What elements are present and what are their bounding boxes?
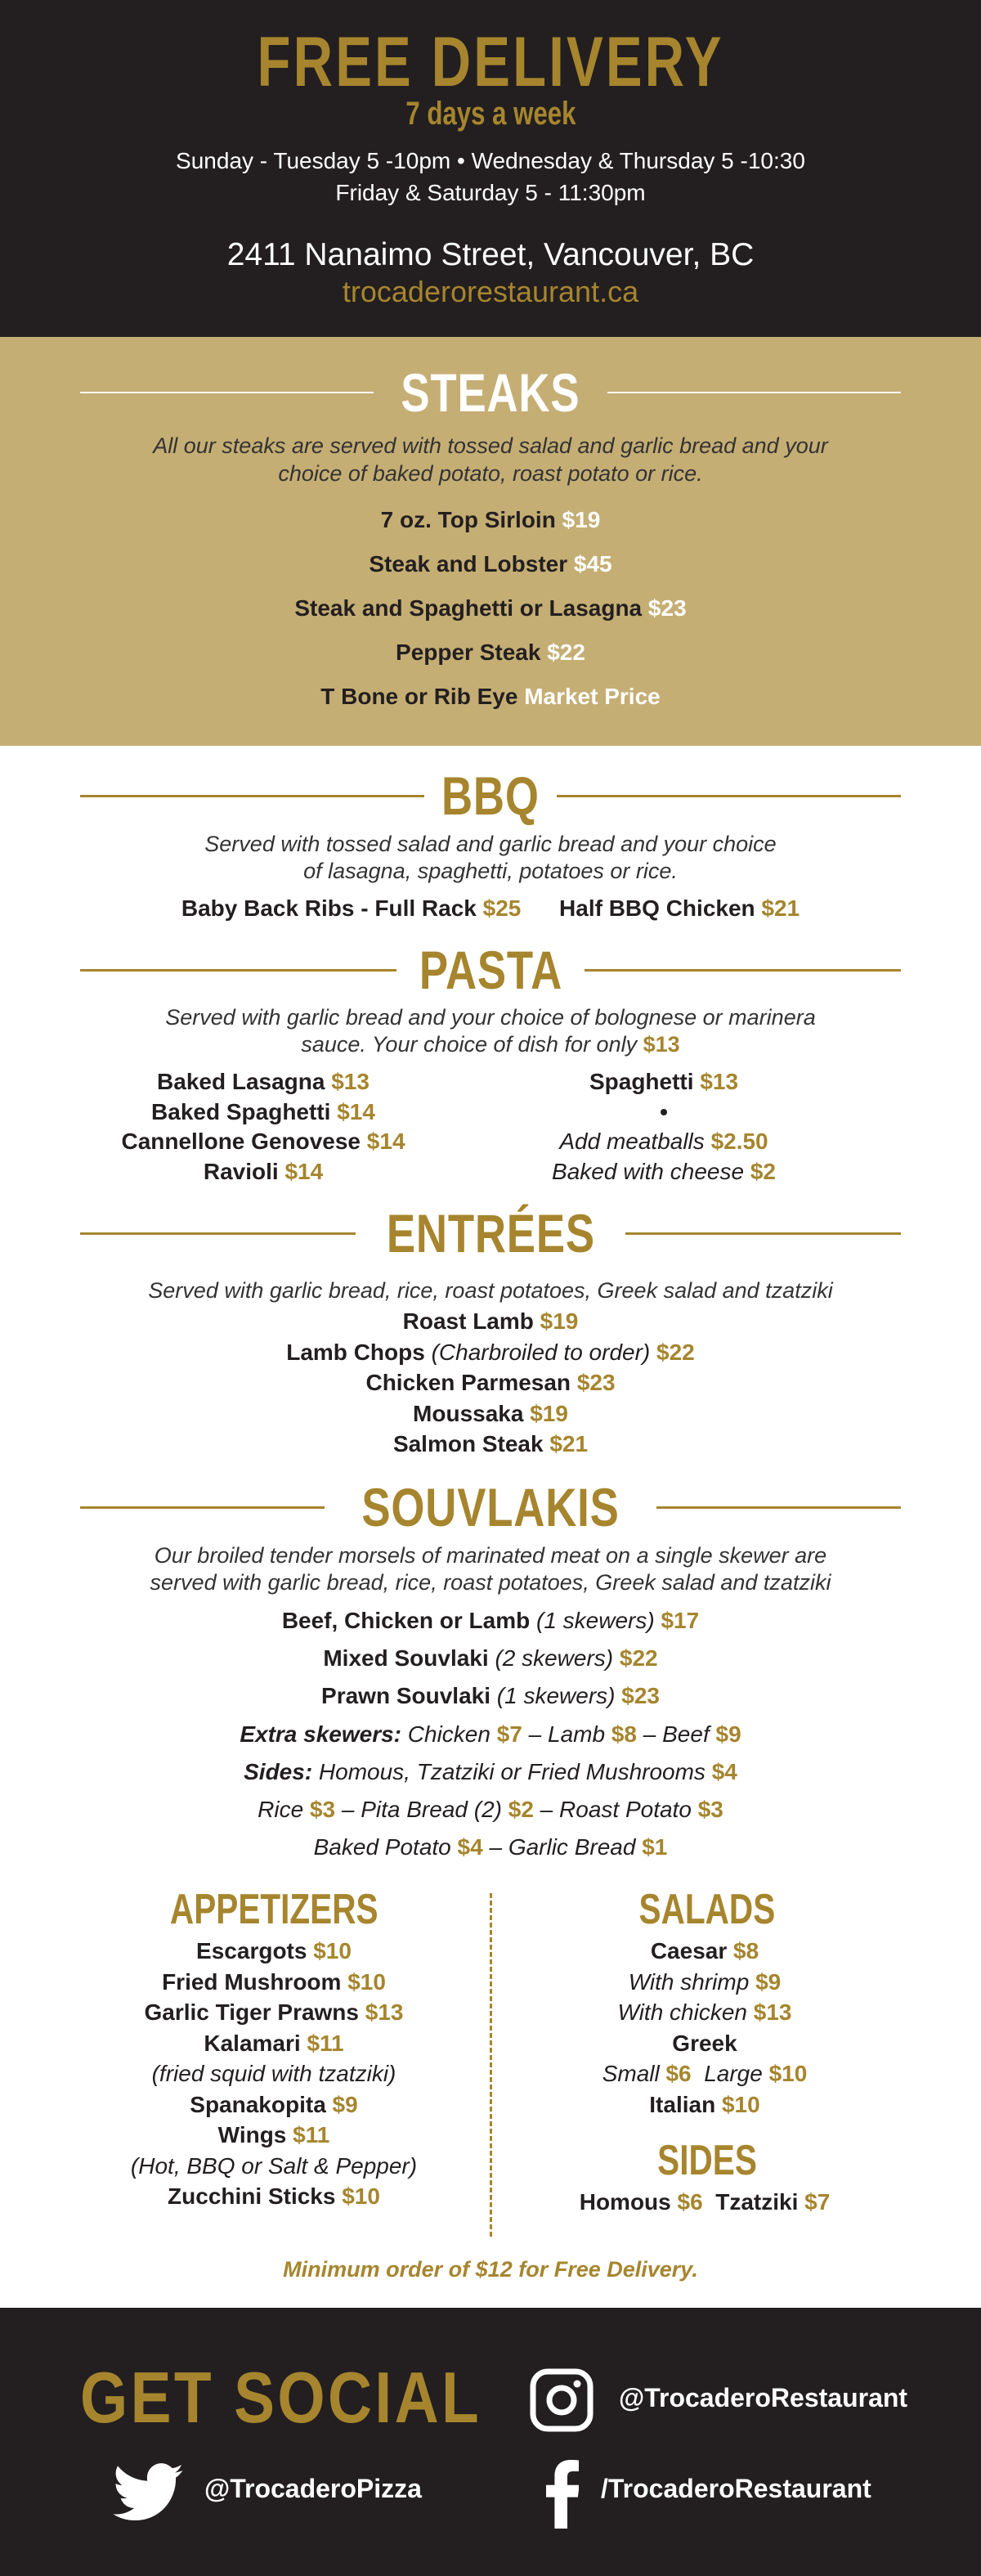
item-name: 7 oz. Top Sirloin	[380, 507, 562, 532]
item-name: Fried Mushroom	[162, 1968, 348, 1995]
menu-item	[513, 2061, 897, 2087]
divider-line	[585, 969, 901, 972]
price: $8	[733, 1938, 759, 1963]
section-title-entrees: ENTRÉES	[386, 1203, 595, 1263]
price: $7	[804, 2189, 831, 2215]
price: $14	[337, 1098, 375, 1124]
address: 2411 Nanaimo Street, Vancouver, BC	[226, 237, 755, 272]
item-note: (2 skewers)	[495, 1645, 620, 1672]
item-name: Spaghetti	[589, 1069, 701, 1094]
divider-line	[656, 1506, 901, 1509]
section-desc: Served with garlic bread and your choice of bolognese or marinera	[165, 1005, 816, 1030]
item-name: Prawn Souvlaki	[321, 1683, 497, 1709]
item-note: – Pita Bread (2)	[335, 1797, 508, 1822]
menu-item	[82, 1797, 899, 1823]
item-note: – Garlic Bread	[482, 1834, 643, 1860]
menu-item	[82, 1645, 899, 1672]
menu-item	[82, 1431, 899, 1457]
facebook-handle[interactable]: /TrocaderoRestaurant	[601, 2474, 871, 2503]
menu-item	[82, 1938, 466, 1964]
column-divider	[490, 1893, 492, 2237]
item-note: Baked Potato	[313, 1834, 458, 1860]
menu-item	[82, 1834, 899, 1860]
menu-item	[82, 1969, 466, 1995]
price: $9	[715, 1721, 741, 1747]
menu-item	[82, 595, 899, 622]
price: $22	[547, 640, 585, 665]
section-desc: All our steaks are served with tossed salad and garlic bread and your	[153, 433, 828, 458]
item-name: Cannellone Genovese	[121, 1129, 367, 1154]
item-note: (1 skewers)	[536, 1608, 661, 1633]
price: $13	[331, 1069, 370, 1094]
menu-item	[82, 1340, 899, 1366]
price: $4	[711, 1758, 737, 1784]
menu-item	[82, 2122, 466, 2148]
item-note: (fried squid with tzatziki)	[151, 2061, 396, 2086]
delivery-header	[0, 0, 981, 337]
item-note: Large	[691, 2061, 769, 2086]
price: $9	[755, 1968, 782, 1995]
hours-line-2: Friday & Saturday 5 - 11:30pm	[335, 180, 646, 205]
menu-item	[82, 1683, 899, 1709]
item-name: Mixed Souvlaki	[323, 1645, 495, 1672]
menu-item	[513, 2031, 897, 2057]
menu-item	[82, 2031, 466, 2057]
item-name: Beef, Chicken or Lamb	[281, 1608, 536, 1633]
menu-item	[82, 640, 899, 666]
section-title: STEAKS	[401, 362, 580, 423]
section-desc: Served with tossed salad and garlic bread and your choice	[204, 832, 777, 856]
price: $13	[365, 1999, 404, 2025]
section-desc: Served with garlic bread, rice, roast potatoes, Greek salad and tzatziki	[148, 1278, 833, 1303]
delivery-title: FREE DELIVERY	[257, 23, 724, 101]
divider-line	[80, 1506, 325, 1509]
menu-item	[472, 1159, 856, 1185]
section-title-appetizers: APPETIZERS	[169, 1886, 379, 1933]
price: $10	[721, 2091, 760, 2117]
menu-item	[82, 1999, 466, 2026]
item-note: – Roast Potato	[533, 1797, 698, 1822]
item-note: Rice	[258, 1797, 310, 1822]
menu-item	[82, 2153, 466, 2179]
price: $10	[768, 2061, 808, 2086]
price: $13	[753, 1999, 792, 2025]
item-name: Baby Back Ribs - Full Rack	[181, 895, 483, 921]
price: $4	[457, 1834, 483, 1860]
item-name: Steak and Spaghetti or Lasagna	[294, 595, 648, 621]
instagram-icon[interactable]	[530, 2368, 594, 2432]
menu-item	[71, 1129, 455, 1155]
item-name: Pepper Steak	[396, 640, 548, 665]
menu-item	[82, 1608, 899, 1634]
divider-line	[557, 795, 901, 797]
item-note: (Charbroiled to order)	[431, 1339, 657, 1365]
item-name: Wings	[217, 2122, 293, 2147]
price: $19	[540, 1308, 579, 1334]
item-note: Homous, Tzatziki or Fried Mushrooms	[318, 1758, 712, 1784]
social-footer	[0, 2308, 981, 2576]
price: $11	[293, 2122, 330, 2147]
menu-item	[71, 1159, 455, 1185]
steaks-section	[0, 337, 981, 746]
menu-item	[82, 2183, 466, 2210]
delivery-subtitle: 7 days a week	[405, 96, 576, 132]
price: $1	[642, 1834, 668, 1860]
menu-item	[82, 1721, 899, 1748]
price: $2	[750, 1158, 776, 1184]
item-note: Add meatballs	[559, 1129, 711, 1154]
divider-line	[80, 795, 424, 797]
item-name: Italian	[649, 2091, 722, 2117]
menu-item	[82, 1401, 899, 1427]
menu-item	[513, 1938, 897, 1964]
divider-line	[80, 392, 374, 393]
item-name: Steak and Lobster	[369, 551, 574, 577]
menu-item	[82, 1308, 899, 1335]
menu-item	[71, 1069, 455, 1095]
price: $9	[332, 2091, 358, 2117]
menu-item	[71, 1099, 455, 1125]
price: Market Price	[524, 684, 661, 709]
menu-item	[82, 1759, 899, 1785]
item-note: Baked with cheese	[552, 1158, 750, 1184]
menu-item	[82, 1370, 899, 1396]
price: $10	[342, 2183, 380, 2209]
section-desc: served with garlic bread, rice, roast potatoes, Greek salad and tzatziki	[150, 1570, 831, 1595]
item-note: With chicken	[617, 1999, 754, 2025]
price: $23	[621, 1683, 660, 1709]
menu-item	[513, 1969, 897, 1995]
item-name: Baked Spaghetti	[151, 1098, 338, 1124]
item-note: sauce. Your choice of dish for only	[301, 1032, 643, 1057]
menu-item	[82, 684, 899, 710]
item-name: Garlic Tiger Prawns	[144, 1999, 365, 2025]
facebook-icon[interactable]	[546, 2460, 579, 2529]
item-name: Baked Lasagna	[157, 1069, 332, 1094]
price: $14	[366, 1129, 405, 1154]
divider-line	[625, 1232, 901, 1235]
section-title-sides: SIDES	[657, 2137, 757, 2184]
section-title-bbq: BBQ	[441, 765, 540, 826]
price: $8	[611, 1721, 637, 1747]
price: $14	[284, 1158, 324, 1184]
price: $10	[347, 1968, 386, 1995]
twitter-handle[interactable]: @TrocaderoPizza	[204, 2474, 422, 2503]
menu-item	[472, 1099, 856, 1125]
price: $2.50	[710, 1129, 768, 1154]
item-name: Greek	[672, 2030, 737, 2056]
item-note: – Lamb	[522, 1721, 611, 1747]
menu-item	[82, 507, 899, 533]
price: $21	[761, 895, 800, 921]
item-label: Sides:	[244, 1758, 319, 1784]
menu-item	[82, 895, 899, 922]
item-name: Caesar	[650, 1938, 734, 1963]
price: $22	[619, 1645, 658, 1672]
menu-item	[82, 2092, 466, 2118]
item-note: Chicken	[407, 1721, 497, 1747]
price: $6	[677, 2189, 703, 2215]
hours-line-1: Sunday - Tuesday 5 -10pm • Wednesday & Thursday 5 -10:30	[176, 148, 805, 173]
price: $45	[573, 551, 612, 577]
menu-item	[82, 2061, 466, 2087]
social-title: GET SOCIAL	[80, 2357, 482, 2438]
menu-item	[513, 2189, 897, 2215]
item-name: Spanakopita	[190, 2091, 333, 2117]
item-name: Tzatziki	[702, 2189, 805, 2215]
price: $6	[665, 2061, 692, 2086]
item-name: Homous	[579, 2189, 678, 2215]
instagram-handle[interactable]: @TrocaderoRestaurant	[619, 2383, 908, 2412]
item-name: Kalamari	[204, 2030, 307, 2056]
item-note: Small	[602, 2061, 666, 2086]
price: $19	[562, 507, 601, 532]
item-name: Chicken Parmesan	[365, 1370, 577, 1395]
price: $3	[309, 1797, 336, 1822]
price: $13	[700, 1069, 739, 1094]
price: $23	[647, 595, 687, 621]
section-title-pasta: PASTA	[419, 940, 562, 1000]
item-name: •	[660, 1098, 668, 1124]
section-title-souvlakis: SOUVLAKIS	[361, 1477, 620, 1537]
item-name: T Bone or Rib Eye	[320, 684, 525, 709]
item-label: Extra skewers:	[240, 1721, 408, 1747]
divider-line	[607, 392, 901, 393]
price: $21	[549, 1431, 589, 1456]
menu-item	[472, 1069, 856, 1095]
price: $3	[697, 1797, 723, 1822]
item-name: Half BBQ Chicken	[521, 895, 762, 921]
item-name: Escargots	[196, 1938, 314, 1963]
section-desc: of lasagna, spaghetti, potatoes or rice.	[303, 859, 678, 883]
item-note: With shrimp	[628, 1968, 756, 1995]
twitter-icon[interactable]	[113, 2463, 183, 2522]
menu-item	[513, 1999, 897, 2026]
menu-item	[513, 2092, 897, 2118]
price: $22	[656, 1339, 695, 1365]
price: $19	[530, 1400, 568, 1426]
item-name: Roast Lamb	[402, 1308, 540, 1334]
section-title-salads: SALADS	[638, 1886, 776, 1933]
section-desc	[82, 1032, 899, 1057]
website-link[interactable]: trocaderorestaurant.ca	[342, 275, 639, 308]
price: $17	[661, 1608, 700, 1633]
price: $10	[313, 1938, 352, 1963]
price: $7	[496, 1721, 522, 1747]
item-name: Salmon Steak	[392, 1431, 550, 1456]
item-name: Moussaka	[413, 1400, 531, 1426]
item-name: Zucchini Sticks	[168, 2183, 343, 2209]
price: $2	[508, 1797, 534, 1822]
item-note: – Beef	[637, 1721, 716, 1747]
item-note: (1 skewers)	[496, 1683, 622, 1709]
section-desc: choice of baked potato, roast potato or rice.	[278, 461, 703, 486]
item-name: Lamb Chops	[286, 1339, 432, 1365]
divider-line	[80, 1232, 356, 1235]
item-note: (Hot, BBQ or Salt & Pepper)	[130, 2152, 418, 2179]
menu-item	[82, 551, 899, 577]
price: $25	[482, 895, 522, 921]
item-name: Ravioli	[203, 1158, 285, 1184]
price: $13	[643, 1032, 680, 1057]
menu-item	[472, 1129, 856, 1155]
divider-line	[80, 969, 396, 972]
minimum-order-note: Minimum order of $12 for Free Delivery.	[283, 2257, 698, 2282]
price: $11	[307, 2030, 344, 2056]
price: $23	[576, 1370, 616, 1395]
section-desc: Our broiled tender morsels of marinated meat on a single skewer are	[154, 1543, 827, 1568]
